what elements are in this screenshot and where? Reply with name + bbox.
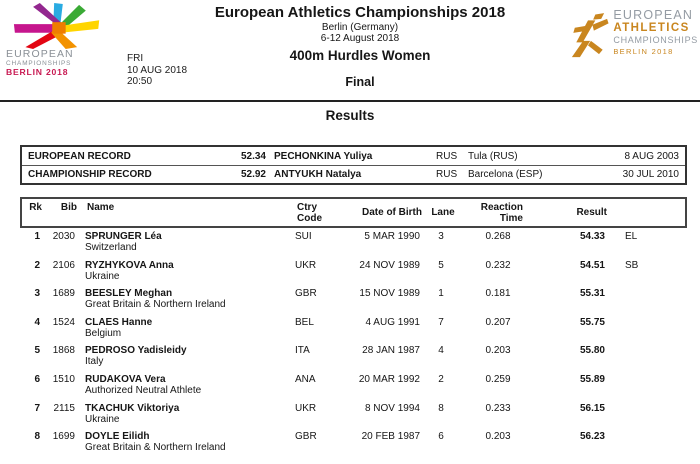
athlete-name: CLAES Hanne xyxy=(85,316,153,328)
left-logo-text-berlin: BERLIN 2018 xyxy=(6,67,69,77)
header-date-of-birth: Date of Birth xyxy=(362,207,422,218)
right-logo-text-european: EUROPEAN xyxy=(613,8,694,22)
rank-cell: 1 xyxy=(34,231,40,242)
bib-cell: 1689 xyxy=(52,288,75,300)
date-of-birth-cell: 4 AUG 1991 xyxy=(365,316,420,328)
result-cell: 55.89 xyxy=(579,373,605,385)
result-row xyxy=(20,374,687,403)
records-box xyxy=(20,145,687,185)
reaction-time-cell: 0.203 xyxy=(485,345,511,357)
record-venue: Tula (RUS) xyxy=(468,150,518,162)
bib-cell: 1524 xyxy=(52,316,75,328)
lane-cell: 5 xyxy=(438,259,444,271)
lane-cell: 6 xyxy=(438,431,444,443)
result-cell: 54.33 xyxy=(579,231,605,242)
date-of-birth-cell: 5 MAR 1990 xyxy=(364,231,420,242)
date-of-birth-cell: 28 JAN 1987 xyxy=(362,345,420,357)
record-athlete: ANTYUKH Natalya xyxy=(274,169,362,180)
rank-cell: 6 xyxy=(34,373,40,385)
country-code-cell: SUI xyxy=(295,231,312,242)
rank-cell: 5 xyxy=(34,345,40,357)
country-code-cell: ANA xyxy=(295,373,316,385)
results-rows xyxy=(20,231,687,460)
right-logo-text-berlin: BERLIN 2018 xyxy=(613,47,674,56)
session-day: FRI xyxy=(127,53,144,64)
left-logo-text-championships: CHAMPIONSHIPS xyxy=(6,60,72,67)
athlete-country: Italy xyxy=(85,356,104,368)
header-rank: Rk xyxy=(29,201,42,213)
bib-cell: 2106 xyxy=(52,259,75,271)
lane-cell: 8 xyxy=(438,402,444,414)
record-athlete: PECHONKINA Yuliya xyxy=(274,150,373,162)
reaction-time-cell: 0.207 xyxy=(485,316,511,328)
competition-dates: 6-12 August 2018 xyxy=(320,33,400,44)
athlete-name: TKACHUK Viktoriya xyxy=(85,402,180,414)
reaction-time-cell: 0.268 xyxy=(485,231,511,242)
country-code-cell: UKR xyxy=(295,402,317,414)
header-country-code: Ctry Code xyxy=(297,201,322,224)
date-of-birth-cell: 15 NOV 1989 xyxy=(359,288,420,300)
competition-title: European Athletics Championships 2018 xyxy=(214,4,506,21)
right-logo-text-championships: CHAMPIONSHIPS xyxy=(613,35,698,45)
record-time: 52.92 xyxy=(240,169,266,180)
athlete-name: RYZHYKOVA Anna xyxy=(85,259,174,271)
record-row-european xyxy=(22,147,685,165)
country-code-cell: GBR xyxy=(295,431,317,443)
header-name: Name xyxy=(87,201,115,213)
header-reaction-time: Reaction Time xyxy=(480,201,523,224)
session-time: 20:50 xyxy=(127,76,153,87)
name-cell xyxy=(80,317,295,339)
name-cell xyxy=(80,431,295,453)
reaction-time-cell: 0.232 xyxy=(485,259,511,271)
result-row xyxy=(20,403,687,432)
page-title: Results xyxy=(325,108,375,123)
header-divider xyxy=(0,100,700,102)
bib-cell: 1868 xyxy=(52,345,75,357)
name-cell xyxy=(80,260,295,282)
name-cell xyxy=(80,374,295,396)
result-row xyxy=(20,317,687,346)
results-table-header xyxy=(20,197,687,228)
country-code-cell: ITA xyxy=(295,345,310,357)
date-of-birth-cell: 24 NOV 1989 xyxy=(359,259,420,271)
name-cell xyxy=(80,288,295,310)
lane-cell: 7 xyxy=(438,316,444,328)
rank-cell: 8 xyxy=(34,431,40,443)
athlete-name: SPRUNGER Léa xyxy=(85,231,162,242)
record-label: CHAMPIONSHIP RECORD xyxy=(28,169,152,180)
rank-cell: 3 xyxy=(34,288,40,300)
result-cell: 55.31 xyxy=(579,288,605,300)
right-logo-text-athletics: ATHLETICS xyxy=(613,22,690,34)
name-cell xyxy=(80,403,295,425)
athlete-name: BEESLEY Meghan xyxy=(85,288,173,300)
date-of-birth-cell: 20 MAR 1992 xyxy=(358,373,420,385)
reaction-time-cell: 0.203 xyxy=(485,431,511,443)
country-code-cell: UKR xyxy=(295,259,317,271)
country-code-cell: GBR xyxy=(295,288,317,300)
result-cell: 55.80 xyxy=(579,345,605,357)
rank-cell: 2 xyxy=(34,259,40,271)
record-date: 8 AUG 2003 xyxy=(624,150,679,162)
left-logo-text-european: EUROPEAN xyxy=(6,48,74,60)
result-row xyxy=(20,345,687,374)
reaction-time-cell: 0.233 xyxy=(485,402,511,414)
session-date: 10 AUG 2018 xyxy=(127,64,188,76)
athlete-country: Ukraine xyxy=(85,413,120,425)
athlete-name: DOYLE Eilidh xyxy=(85,431,150,443)
header-note xyxy=(607,202,685,224)
country-code-cell: BEL xyxy=(295,316,314,328)
record-nation: RUS xyxy=(436,150,458,162)
record-row-championship xyxy=(22,165,685,183)
round-title: Final xyxy=(345,75,375,89)
result-cell: 56.23 xyxy=(579,431,605,443)
championships-star-icon xyxy=(10,3,106,49)
european-championships-logo xyxy=(6,3,120,77)
header-result: Result xyxy=(576,207,607,218)
record-venue: Barcelona (ESP) xyxy=(468,169,543,180)
note-cell: EL xyxy=(625,231,638,242)
result-cell: 55.75 xyxy=(579,316,605,328)
european-athletics-logo xyxy=(566,9,698,63)
date-of-birth-cell: 8 NOV 1994 xyxy=(364,402,420,414)
athlete-country: Great Britain & Northern Ireland xyxy=(85,299,226,311)
record-nation: RUS xyxy=(436,169,458,180)
date-of-birth-cell: 20 FEB 1987 xyxy=(361,431,420,443)
name-cell xyxy=(80,345,295,367)
lane-cell: 1 xyxy=(438,288,444,300)
record-time: 52.34 xyxy=(240,150,266,162)
runner-icon xyxy=(566,13,610,63)
result-row xyxy=(20,431,687,460)
athlete-country: Switzerland xyxy=(85,242,137,253)
header-lane: Lane xyxy=(431,207,455,218)
result-cell: 56.15 xyxy=(579,402,605,414)
result-row xyxy=(20,260,687,289)
result-row xyxy=(20,231,687,260)
name-cell xyxy=(80,231,295,253)
record-label: EUROPEAN RECORD xyxy=(28,150,131,162)
bib-cell: 2030 xyxy=(52,231,75,242)
event-title: 400m Hurdles Women xyxy=(289,48,431,63)
bib-cell: 1699 xyxy=(52,431,75,443)
title-block xyxy=(150,4,570,89)
athlete-name: PEDROSO Yadisleidy xyxy=(85,345,187,357)
athlete-country: Authorized Neutral Athlete xyxy=(85,384,202,396)
header-bib: Bib xyxy=(60,201,77,213)
reaction-time-cell: 0.259 xyxy=(485,373,511,385)
bib-cell: 1510 xyxy=(52,373,75,385)
competition-venue: Berlin (Germany) xyxy=(321,22,399,33)
result-cell: 54.51 xyxy=(579,259,605,271)
bib-cell: 2115 xyxy=(53,402,75,414)
rank-cell: 7 xyxy=(34,402,40,414)
record-date: 30 JUL 2010 xyxy=(622,169,679,180)
result-row xyxy=(20,288,687,317)
reaction-time-cell: 0.181 xyxy=(485,288,511,300)
athlete-country: Ukraine xyxy=(85,270,120,282)
athlete-country: Belgium xyxy=(85,327,122,339)
lane-cell: 2 xyxy=(438,373,444,385)
lane-cell: 3 xyxy=(438,231,444,242)
note-cell: SB xyxy=(625,259,639,271)
rank-cell: 4 xyxy=(34,316,40,328)
athlete-name: RUDAKOVA Vera xyxy=(85,373,166,385)
lane-cell: 4 xyxy=(438,345,444,357)
athlete-country: Great Britain & Northern Ireland xyxy=(85,442,226,454)
